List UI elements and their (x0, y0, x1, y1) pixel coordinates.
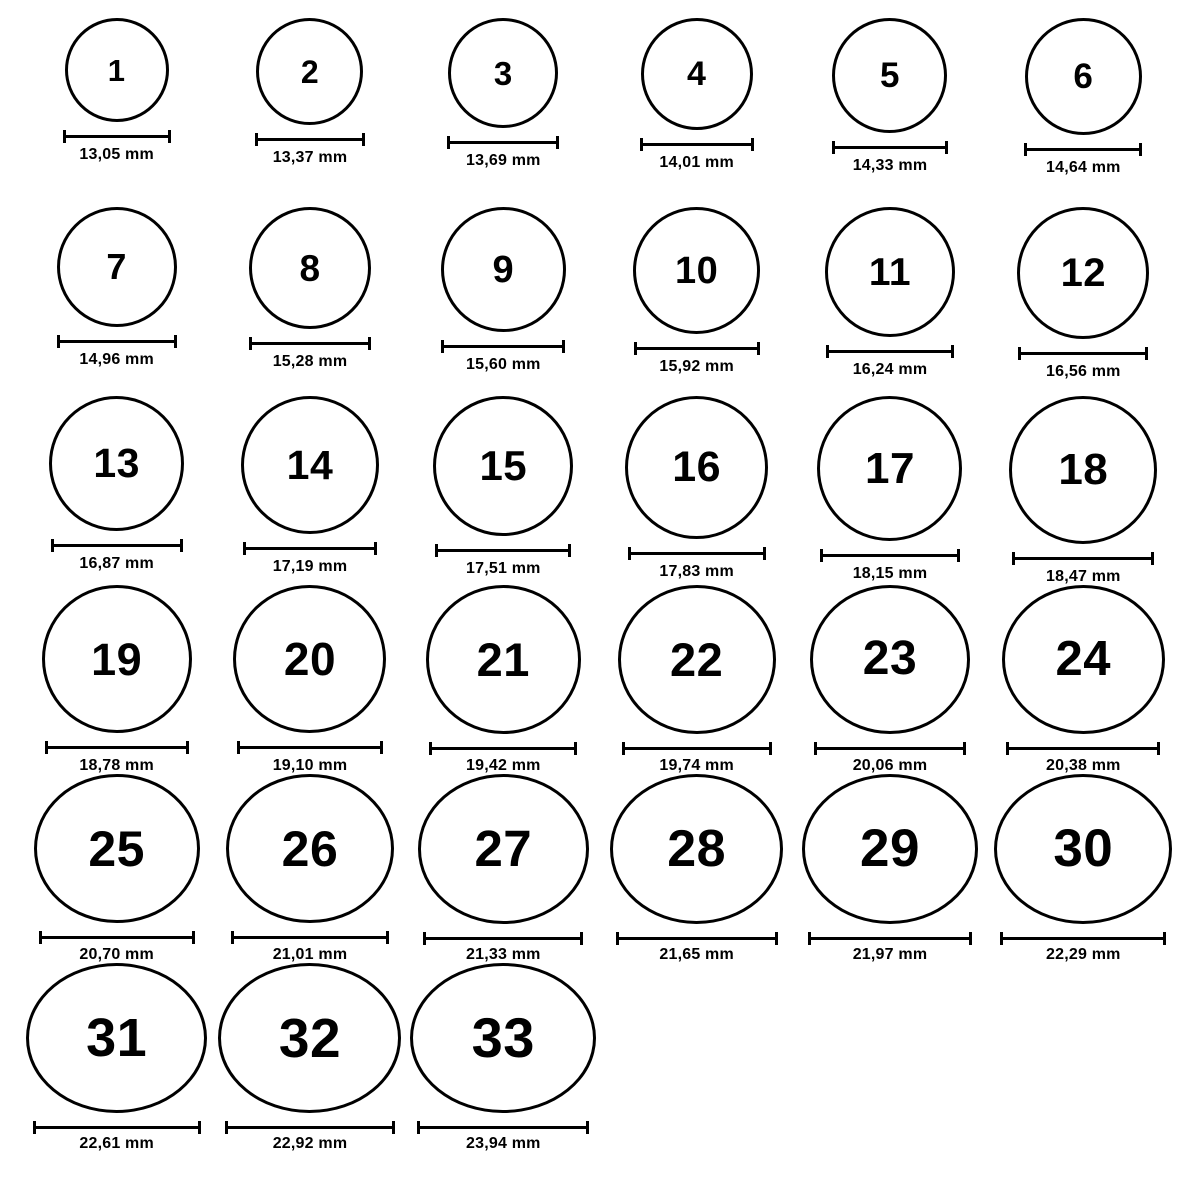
diameter-measure-bar (33, 1121, 201, 1131)
ring-size-cell[interactable] (988, 207, 1178, 396)
measure-line (441, 345, 565, 348)
ring-circle (241, 396, 379, 534)
ring-size-number: 7 (106, 246, 127, 287)
measure-cap-right (1145, 347, 1148, 360)
ring-size-cell[interactable] (408, 396, 598, 585)
measure-cap-left (417, 1121, 420, 1134)
diameter-label: 17,83 mm (659, 563, 734, 580)
diameter-measure-bar (237, 741, 383, 753)
measure-line (640, 143, 754, 146)
measure-cap-left (826, 345, 829, 358)
measure-cap-left (39, 931, 42, 944)
measure-cap-right (562, 340, 565, 353)
ring-size-cell[interactable] (215, 207, 405, 396)
ring-size-number: 5 (880, 56, 900, 95)
ring-size-number: 26 (281, 820, 339, 877)
ring-circle (825, 207, 955, 337)
ring-size-cell[interactable] (215, 963, 405, 1152)
ring-circle (26, 963, 207, 1113)
diameter-measure-bar (435, 544, 571, 556)
ring-size-number: 24 (1055, 632, 1112, 687)
diameter-label: 23,94 mm (466, 1135, 541, 1152)
ring-size-number: 9 (492, 248, 515, 291)
diameter-label: 17,51 mm (466, 560, 541, 577)
measure-line (243, 547, 377, 550)
diameter-measure-bar (63, 130, 171, 142)
ring-size-cell[interactable] (988, 396, 1178, 585)
measure-line (51, 544, 183, 547)
ring-circle (410, 963, 596, 1113)
ring-size-number: 8 (299, 247, 321, 289)
diameter-label: 16,24 mm (852, 361, 928, 378)
diameter-measure-bar (225, 1121, 395, 1131)
diameter-measure-bar (628, 547, 766, 559)
ring-circle (802, 774, 978, 924)
diameter-measure-bar (441, 340, 565, 352)
measure-cap-left (622, 742, 625, 755)
ring-size-number: 11 (868, 250, 912, 294)
ring-circle (441, 207, 566, 332)
measure-cap-right (198, 1121, 201, 1134)
measure-cap-right (751, 138, 754, 151)
measure-line (255, 138, 365, 141)
diameter-label: 14,01 mm (659, 154, 734, 171)
ring-size-number: 14 (286, 441, 334, 488)
ring-size-number: 16 (672, 443, 722, 491)
ring-size-number: 12 (1060, 251, 1107, 295)
ring-size-number: 25 (88, 820, 145, 877)
measure-cap-right (192, 931, 195, 944)
ring-circle (832, 18, 947, 133)
measure-cap-right (951, 345, 954, 358)
ring-size-number: 10 (675, 249, 719, 292)
ring-size-cell[interactable] (22, 207, 212, 396)
ring-size-cell[interactable] (795, 18, 985, 207)
ring-size-cell[interactable] (602, 396, 792, 585)
ring-circle (57, 207, 177, 327)
measure-line (225, 1126, 395, 1129)
measure-cap-right (568, 544, 571, 557)
measure-cap-left (1006, 742, 1009, 755)
ring-size-cell[interactable] (22, 963, 212, 1152)
measure-cap-right (174, 335, 177, 348)
ring-circle (65, 18, 169, 122)
diameter-measure-bar (243, 542, 377, 554)
measure-cap-left (441, 340, 444, 353)
measure-cap-left (45, 741, 48, 754)
measure-cap-right (1151, 552, 1154, 565)
measure-line (616, 937, 778, 940)
ring-size-number: 22 (670, 632, 724, 686)
ring-size-number: 21 (476, 632, 530, 686)
measure-line (447, 141, 559, 144)
ring-size-cell[interactable] (408, 207, 598, 396)
ring-size-cell[interactable] (22, 396, 212, 585)
diameter-label: 16,87 mm (79, 555, 154, 572)
measure-line (423, 937, 583, 940)
diameter-label: 18,47 mm (1046, 568, 1121, 585)
diameter-label: 14,96 mm (79, 351, 154, 368)
ring-size-number: 27 (474, 820, 533, 878)
diameter-label: 13,05 mm (79, 146, 154, 163)
ring-size-cell[interactable] (795, 585, 985, 774)
diameter-label: 15,28 mm (272, 353, 348, 370)
ring-size-number: 23 (862, 632, 918, 686)
ring-size-cell[interactable] (215, 18, 405, 207)
ring-size-number: 4 (686, 55, 707, 93)
diameter-label: 20,06 mm (852, 757, 928, 774)
ring-size-cell[interactable] (215, 774, 405, 963)
measure-cap-left (616, 932, 619, 945)
diameter-measure-bar (57, 335, 177, 347)
measure-cap-right (556, 136, 559, 149)
ring-size-number: 15 (479, 442, 528, 489)
measure-line (33, 1126, 201, 1129)
ring-circle (49, 396, 184, 531)
ring-size-cell[interactable] (215, 396, 405, 585)
measure-line (1006, 747, 1160, 750)
measure-cap-right (368, 337, 371, 350)
measure-cap-right (574, 742, 577, 755)
measure-line (628, 552, 766, 555)
ring-size-number: 6 (1073, 57, 1094, 96)
measure-line (237, 746, 383, 749)
diameter-label: 15,60 mm (466, 356, 541, 373)
measure-cap-right (374, 542, 377, 555)
ring-size-grid (20, 18, 1180, 1152)
measure-cap-left (57, 335, 60, 348)
measure-cap-right (1157, 742, 1160, 755)
diameter-measure-bar (231, 931, 389, 942)
ring-circle (625, 396, 768, 539)
diameter-measure-bar (820, 549, 960, 561)
measure-line (249, 342, 371, 345)
ring-size-number: 17 (865, 443, 915, 493)
ring-circle (618, 585, 776, 734)
ring-size-cell[interactable] (988, 18, 1178, 207)
measure-cap-left (447, 136, 450, 149)
diameter-label: 13,37 mm (272, 149, 348, 166)
diameter-measure-bar (808, 932, 972, 942)
measure-line (1024, 148, 1142, 151)
ring-size-number: 28 (667, 819, 727, 878)
ring-size-number: 31 (86, 1008, 148, 1069)
ring-circle (42, 585, 192, 733)
diameter-measure-bar (826, 345, 954, 357)
ring-circle (256, 18, 363, 125)
measure-line (622, 747, 772, 750)
ring-size-cell[interactable] (988, 585, 1178, 774)
measure-line (1000, 937, 1166, 940)
measure-line (1018, 352, 1148, 355)
diameter-measure-bar (622, 742, 772, 753)
measure-cap-right (1163, 932, 1166, 945)
diameter-measure-bar (616, 932, 778, 942)
measure-cap-left (423, 932, 426, 945)
diameter-measure-bar (1024, 143, 1142, 155)
ring-size-cell[interactable] (602, 774, 792, 963)
diameter-label: 22,61 mm (79, 1135, 154, 1152)
ring-circle (426, 585, 581, 734)
ring-size-cell[interactable] (22, 18, 212, 207)
ring-size-number: 18 (1058, 445, 1109, 494)
measure-cap-right (586, 1121, 589, 1134)
measure-line (417, 1126, 589, 1129)
diameter-measure-bar (447, 136, 559, 148)
ring-circle (1017, 207, 1149, 339)
diameter-measure-bar (1018, 347, 1148, 359)
measure-line (634, 347, 760, 350)
ring-size-number: 33 (471, 1006, 535, 1070)
measure-cap-left (814, 742, 817, 755)
diameter-label: 16,56 mm (1046, 363, 1121, 380)
measure-cap-right (775, 932, 778, 945)
ring-size-number: 32 (278, 1006, 342, 1069)
ring-circle (610, 774, 783, 924)
measure-cap-right (757, 342, 760, 355)
ring-circle (641, 18, 753, 130)
measure-cap-left (249, 337, 252, 350)
measure-line (832, 146, 948, 149)
measure-line (826, 350, 954, 353)
diameter-label: 21,97 mm (852, 946, 928, 963)
measure-cap-left (429, 742, 432, 755)
diameter-label: 13,69 mm (466, 152, 541, 169)
measure-cap-right (380, 741, 383, 754)
diameter-label: 17,19 mm (272, 558, 348, 575)
diameter-label: 22,92 mm (272, 1135, 348, 1152)
measure-cap-right (1139, 143, 1142, 156)
measure-line (39, 936, 195, 939)
measure-cap-left (634, 342, 637, 355)
ring-circle (218, 963, 401, 1113)
measure-cap-left (1012, 552, 1015, 565)
ring-size-number: 20 (283, 633, 337, 686)
measure-cap-right (180, 539, 183, 552)
ring-circle (1002, 585, 1165, 734)
ring-size-cell[interactable] (795, 396, 985, 585)
ring-circle (34, 774, 200, 923)
measure-cap-left (832, 141, 835, 154)
measure-line (820, 554, 960, 557)
diameter-label: 20,70 mm (79, 946, 154, 963)
ring-circle (810, 585, 970, 734)
diameter-label: 19,42 mm (466, 757, 541, 774)
measure-line (808, 937, 972, 940)
measure-cap-left (1024, 143, 1027, 156)
diameter-label: 21,01 mm (272, 946, 348, 963)
measure-cap-left (255, 133, 258, 146)
measure-line (231, 936, 389, 939)
diameter-measure-bar (417, 1121, 589, 1131)
ring-circle (418, 774, 589, 924)
ring-size-cell[interactable] (988, 774, 1178, 963)
diameter-label: 18,15 mm (852, 565, 928, 582)
diameter-measure-bar (45, 741, 189, 753)
diameter-label: 21,33 mm (466, 946, 541, 963)
ring-size-number: 19 (91, 633, 143, 685)
measure-cap-right (769, 742, 772, 755)
ring-size-cell[interactable] (408, 585, 598, 774)
diameter-measure-bar (634, 342, 760, 354)
measure-cap-left (63, 130, 66, 143)
measure-cap-left (243, 542, 246, 555)
measure-cap-left (628, 547, 631, 560)
ring-size-number: 30 (1053, 819, 1114, 879)
diameter-measure-bar (423, 932, 583, 942)
diameter-label: 19,74 mm (659, 757, 734, 774)
ring-circle (233, 585, 386, 733)
measure-cap-right (969, 932, 972, 945)
diameter-measure-bar (51, 539, 183, 551)
measure-cap-right (168, 130, 171, 143)
diameter-measure-bar (1000, 932, 1166, 942)
ring-size-cell[interactable] (408, 774, 598, 963)
measure-line (435, 549, 571, 552)
ring-size-cell[interactable] (795, 774, 985, 963)
ring-size-cell[interactable] (602, 207, 792, 396)
measure-line (57, 340, 177, 343)
ring-size-cell[interactable] (22, 774, 212, 963)
diameter-measure-bar (814, 742, 966, 753)
measure-cap-left (225, 1121, 228, 1134)
measure-cap-right (957, 549, 960, 562)
measure-cap-left (1000, 932, 1003, 945)
measure-cap-left (237, 741, 240, 754)
diameter-measure-bar (832, 141, 948, 153)
ring-circle (433, 396, 573, 536)
ring-size-number: 3 (493, 54, 513, 92)
diameter-measure-bar (1006, 742, 1160, 753)
measure-line (45, 746, 189, 749)
measure-line (1012, 557, 1154, 560)
diameter-measure-bar (640, 138, 754, 150)
measure-cap-left (1018, 347, 1021, 360)
measure-line (814, 747, 966, 750)
measure-cap-left (51, 539, 54, 552)
measure-cap-left (33, 1121, 36, 1134)
diameter-measure-bar (429, 742, 577, 753)
measure-line (429, 747, 577, 750)
diameter-label: 15,92 mm (659, 358, 734, 375)
diameter-label: 14,33 mm (852, 157, 928, 174)
measure-cap-right (763, 547, 766, 560)
ring-size-cell[interactable] (408, 963, 598, 1152)
ring-size-cell[interactable] (602, 585, 792, 774)
ring-circle (1025, 18, 1142, 135)
measure-cap-left (820, 549, 823, 562)
measure-cap-right (362, 133, 365, 146)
ring-size-cell[interactable] (795, 207, 985, 396)
diameter-measure-bar (255, 133, 365, 145)
measure-cap-right (186, 741, 189, 754)
diameter-measure-bar (249, 337, 371, 349)
ring-circle (448, 18, 558, 128)
ring-size-cell[interactable] (22, 585, 212, 774)
diameter-label: 22,29 mm (1046, 946, 1121, 963)
diameter-label: 20,38 mm (1046, 757, 1121, 774)
measure-cap-right (392, 1121, 395, 1134)
ring-size-cell[interactable] (408, 18, 598, 207)
diameter-label: 19,10 mm (272, 757, 348, 774)
ring-size-number: 13 (93, 440, 140, 486)
measure-cap-right (963, 742, 966, 755)
measure-cap-left (808, 932, 811, 945)
ring-size-number: 1 (107, 52, 126, 88)
measure-cap-left (435, 544, 438, 557)
ring-size-number: 29 (860, 819, 920, 879)
ring-circle (817, 396, 962, 541)
diameter-label: 21,65 mm (659, 946, 734, 963)
ring-circle (1009, 396, 1157, 544)
ring-circle (633, 207, 760, 334)
measure-cap-left (640, 138, 643, 151)
ring-size-cell[interactable] (602, 18, 792, 207)
ring-circle (994, 774, 1172, 924)
measure-cap-right (945, 141, 948, 154)
ring-circle (226, 774, 394, 923)
ring-circle (249, 207, 371, 329)
measure-cap-right (580, 932, 583, 945)
diameter-label: 18,78 mm (79, 757, 154, 774)
measure-line (63, 135, 171, 138)
ring-size-number: 2 (300, 53, 320, 90)
diameter-measure-bar (39, 931, 195, 942)
measure-cap-right (386, 931, 389, 944)
diameter-label: 14,64 mm (1046, 159, 1121, 176)
measure-cap-left (231, 931, 234, 944)
diameter-measure-bar (1012, 552, 1154, 564)
ring-size-cell[interactable] (215, 585, 405, 774)
